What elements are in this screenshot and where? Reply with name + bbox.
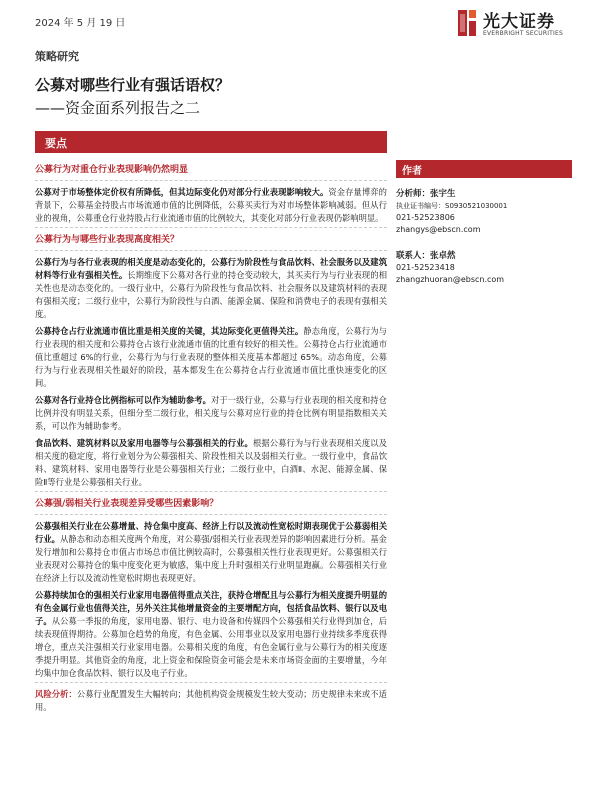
report-title: 公募对哪些行业有强话语权？ xyxy=(35,76,231,94)
paragraph xyxy=(35,256,387,321)
paragraph-text: 根据公募行为与行业表现相关度以及相关度的稳定度，将行业划分为公募强相关、阶段性相关以及弱相关行业。一级行业中，食品饮料、建筑材料、家用电器等行业是公募强相关行业；二级行业中，白酒Ⅱ、水泥、能源金属、保险Ⅱ等行业是公募强相关行业。 xyxy=(35,438,387,487)
paragraph-text: 资金存量博弈的背景下，公募基金持股占市场流通市值的比例降低，公募买卖行为对市场整体影响减弱。但从行业的视角，公募重仓行业持股占行业流通市值的比例较大，其变化对部分行业表现仍影响明显。 xyxy=(35,187,387,223)
paragraph-text: 对于一级行业，公募与行业表现的相关度和持仓比例并没有明显关系，但细分至二级行业，相关度与公募对应行业的持仓比例有明显指数相关关系，可以作为辅助参考。 xyxy=(35,395,387,431)
logo-text-en: EVERBRIGHT SECURITIES xyxy=(483,30,563,37)
risk-label: 风险分析： xyxy=(35,689,77,699)
summary-body xyxy=(35,163,387,718)
paragraph-lead: 公募持续加仓的强相关行业家用电器值得重点关注，获持仓增配且与公募行为相关度提升明显的有色金属行业也值得关注，另外关注其他增量资金的主要增配方向，包括食品饮料、银行以及电子。 xyxy=(35,590,387,626)
paragraph-lead: 公募强相关行业在公募增量、持仓集中度高、经济上行以及流动性宽松时期表现优于公募弱相关行业。 xyxy=(35,521,387,544)
paragraph-lead: 公募对于市场整体定价权有所降低，但其边际变化仍对部分行业表现影响较大。 xyxy=(35,187,329,197)
contact-email[interactable]: zhangzhuoran@ebscn.com xyxy=(396,275,505,284)
authors-header-bar xyxy=(396,160,572,178)
section-heading: 公募强/弱相关行业表现差异受哪些因素影响？ xyxy=(35,497,387,515)
paragraph-lead: 公募行为与各行业表现的相关度是动态变化的，公募行为阶段性与食品饮料、社会服务以及建筑材料等行业有强相关性。 xyxy=(35,257,387,280)
contact-phone: 021-52523418 xyxy=(396,263,455,272)
paragraph-text: 长期维度下公募对各行业的持仓变动较大，其买卖行为与行业表现的相关性也是动态变化的。一级行业中，公募行为阶段性与食品饮料、社会服务以及建筑材料的表现有强相关度；二级行业中，公募行为阶段性与白酒、能源金属、保险和消费电子的表现有强相关度。 xyxy=(35,270,387,319)
logo-text-cn: 光大证券 xyxy=(483,12,555,32)
analyst-cert: 执业证书编号：S0930521030001 xyxy=(396,202,508,210)
analyst-name: 分析师：张宇生 xyxy=(396,189,456,199)
paragraph-lead: 公募持仓占行业流通市值比重是相关度的关键，其边际变化更值得关注。 xyxy=(35,326,304,336)
analyst-phone: 021-52523806 xyxy=(396,213,455,222)
section-heading: 公募行为对重仓行业表现影响仍然明显 xyxy=(35,163,387,181)
paragraph-lead: 公募对各行业持仓比例指标可以作为辅助参考。 xyxy=(35,395,212,405)
report-date: 2024 年 5 月 19 日 xyxy=(35,18,126,29)
paragraph xyxy=(35,394,387,433)
risk-analysis xyxy=(35,688,387,714)
analyst-email[interactable]: zhangys@ebscn.com xyxy=(396,225,481,234)
section-heading: 公募行为与哪些行业表现高度相关？ xyxy=(35,233,387,251)
paragraph-lead: 食品饮料、建筑材料以及家用电器等与公募强相关的行业。 xyxy=(35,438,253,448)
authors-heading: 作者 xyxy=(402,166,422,177)
paragraph-text: 从静态和动态相关度两个角度，对公募强/弱相关行业表现差异的影响因素进行分析。基金发行增加和公募持仓市值占市场总市值比例较高时，公募强相关性行业表现更好。公募强相关行业表现对公募持仓的集中度变化更为敏感，集中度上升时强相关行业明显跑赢。公募强相关行业在经济上行以及流动性宽松时期也表现更好。 xyxy=(35,534,387,583)
summary-heading: 要点 xyxy=(45,137,67,150)
everbright-logo xyxy=(456,6,576,40)
paragraph xyxy=(35,186,387,228)
everbright-logo-icon xyxy=(456,6,478,40)
paragraph xyxy=(35,325,387,390)
authors-panel xyxy=(396,184,572,286)
paragraph xyxy=(35,589,387,683)
paragraph xyxy=(35,520,387,585)
contact-name: 联系人：张卓然 xyxy=(396,251,456,261)
report-category: 策略研究 xyxy=(35,50,79,63)
summary-header-bar xyxy=(35,131,387,153)
risk-text: 公募行业配置发生大幅转向；其他机构资金规模发生较大变动；历史规律未来或不适用。 xyxy=(35,689,387,712)
report-subtitle: ——资金面系列报告之二 xyxy=(35,99,201,117)
paragraph xyxy=(35,437,387,492)
paragraph-text: 从公募一季报的角度，家用电器、银行、电力设备和传媒四个公募强相关行业得到加仓，后续表现值得期待。公募加仓趋势的角度，有色金属、公用事业以及家用电器行业持续多季度获得增仓，重点关注强相关行业家用电器。公募相关度的角度，有色金属行业与公募行为的相关度逐季提升明显。其他资金的角度，北上资金和保险资金可能会是未来市场资金面的主要增量，今年均集中加仓食品饮料、银行以及电子行业。 xyxy=(35,616,387,678)
paragraph-text: 静态角度，公募行为与行业表现的相关度和公募持仓占该行业流通市值的比重有较好的相关性。公募持仓占行业流通市值比重超过 6%的行业，公募行为与行业表现的整体相关度基本都超过 65%。动态角度，公募行为与行业表现相关性最好的阶段，基本都发生在公募持仓占行业流通市值比重快速变化的区间。 xyxy=(35,326,387,388)
